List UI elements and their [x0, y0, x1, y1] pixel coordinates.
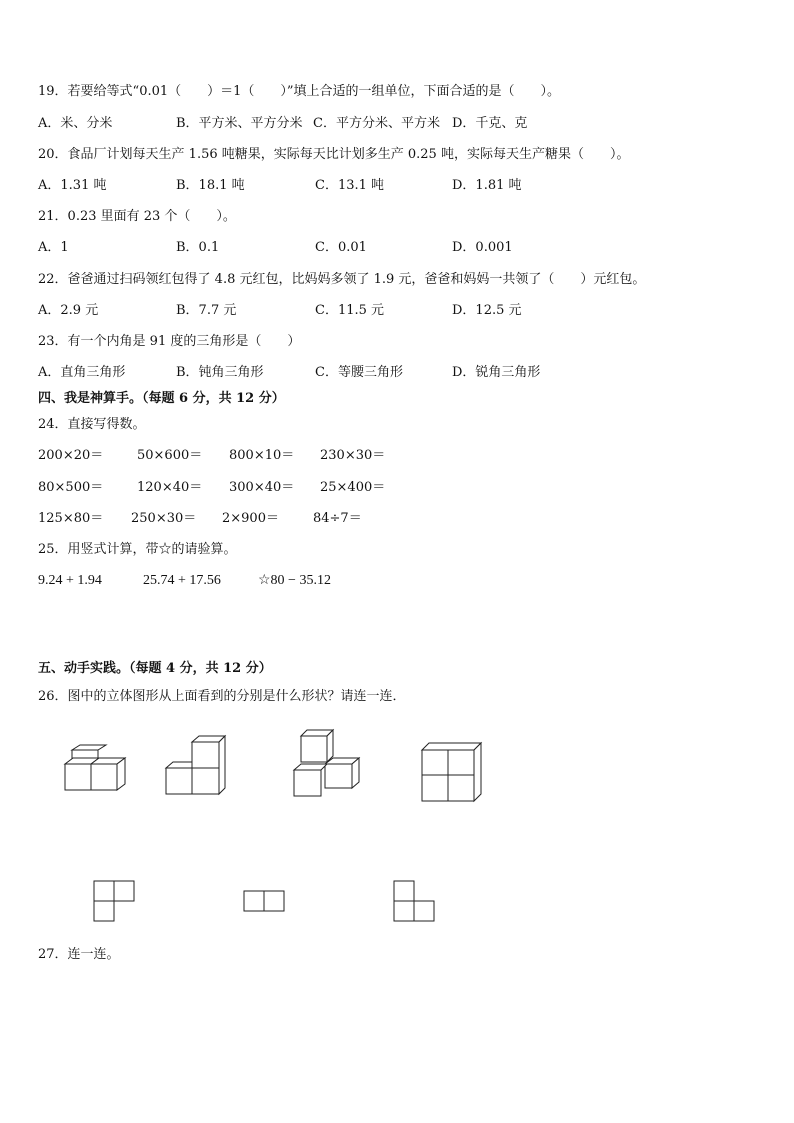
q24-item: 50×600＝ [137, 448, 203, 463]
q23-option-a: A．直角三角形 [38, 365, 126, 380]
q20-option-c: C．13.1 吨 [315, 178, 385, 193]
q25-item: ☆80 − 35.12 [258, 573, 331, 588]
q20-option-a: A．1.31 吨 [38, 178, 107, 193]
q19-stem: 19．若要给等式“0.01（ ）＝1（ ）”填上合适的一组单位，下面合适的是（ ）。 [38, 84, 561, 99]
top-view-shape-1 [93, 880, 137, 922]
q26-stem: 26．图中的立体图形从上面看到的分别是什么形状？请连一连． [38, 689, 406, 704]
section-5-title: 五、动手实践。（每题 4 分，共 12 分） [38, 661, 272, 676]
q24-item: 800×10＝ [229, 448, 295, 463]
q23-option-c: C．等腰三角形 [315, 365, 403, 380]
q24-item: 230×30＝ [320, 448, 386, 463]
top-view-shape-3 [393, 880, 437, 922]
q25-item: 9.24 + 1.94 [38, 573, 102, 588]
q22-option-b: B．7.7 元 [176, 303, 237, 318]
q24-item: 200×20＝ [38, 448, 104, 463]
top-view-shape-2 [243, 890, 287, 914]
q22-option-c: C．11.5 元 [315, 303, 385, 318]
q20-option-b: B．18.1 吨 [176, 178, 245, 193]
q27-stem: 27．连一连。 [38, 947, 120, 962]
q19-option-d: D．千克、克 [452, 116, 528, 131]
q19-option-c: C．平方分米、平方米 [313, 116, 440, 131]
q25-item: 25.74 + 17.56 [143, 573, 221, 588]
q23-option-d: D．锐角三角形 [452, 365, 541, 380]
q21-option-b: B．0.1 [176, 240, 220, 255]
q20-stem: 20．食品厂计划每天生产 1.56 吨糖果，实际每天比计划多生产 0.25 吨，实际每天生产糖果（ ）。 [38, 147, 630, 162]
solid-figure-1 [60, 745, 130, 795]
solid-figure-4 [418, 740, 488, 804]
q24-item: 125×80＝ [38, 511, 104, 526]
q22-stem: 22．爸爸通过扫码领红包得了 4.8 元红包，比妈妈多领了 1.9 元，爸爸和妈妈一共领了（ ）元红包。 [38, 272, 646, 287]
q22-option-a: A．2.9 元 [38, 303, 99, 318]
section-4-title: 四、我是神算手。（每题 6 分，共 12 分） [38, 391, 285, 406]
solid-figure-3 [290, 728, 365, 800]
q20-option-d: D．1.81 吨 [452, 178, 522, 193]
solid-figure-2 [162, 733, 232, 795]
q24-item: 2×900＝ [222, 511, 279, 526]
q25-stem: 25．用竖式计算，带☆的请验算。 [38, 542, 237, 557]
q19-option-b: B．平方米、平方分米 [176, 116, 303, 131]
q21-stem: 21．0.23 里面有 23 个（ ）。 [38, 209, 236, 224]
q24-item: 80×500＝ [38, 480, 104, 495]
q24-stem: 24．直接写得数。 [38, 417, 146, 432]
q21-option-c: C．0.01 [315, 240, 367, 255]
q23-option-b: B．钝角三角形 [176, 365, 264, 380]
q24-item: 250×30＝ [131, 511, 197, 526]
q24-item: 25×400＝ [320, 480, 386, 495]
q24-item: 84÷7＝ [313, 511, 362, 526]
q22-option-d: D．12.5 元 [452, 303, 522, 318]
q24-item: 300×40＝ [229, 480, 295, 495]
q19-option-a: A．米、分米 [38, 116, 113, 131]
q23-stem: 23．有一个内角是 91 度的三角形是（ ） [38, 334, 301, 349]
q24-item: 120×40＝ [137, 480, 203, 495]
q21-option-d: D．0.001 [452, 240, 513, 255]
q21-option-a: A．1 [38, 240, 69, 255]
